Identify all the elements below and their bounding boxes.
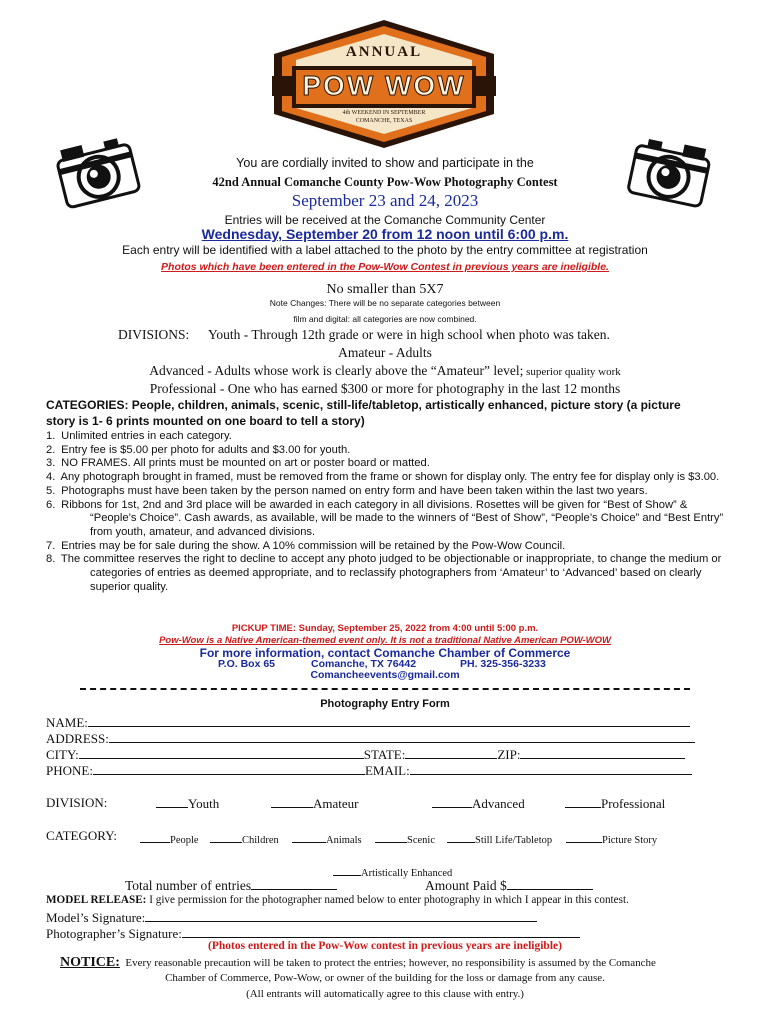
categories-line-1: CATEGORIES: People, children, animals, scenic, still-life/tabletop, artistically enhanced, picture story (a picture — [46, 398, 681, 412]
enhanced-label: Artistically Enhanced — [361, 868, 453, 879]
native-note: Pow-Wow is a Native American-themed event only. It is not a traditional Native American POW-WOW — [159, 635, 611, 646]
scenic-label: Scenic — [407, 835, 435, 846]
professional-label: Professional — [601, 796, 666, 811]
advanced-label: Advanced — [472, 796, 525, 811]
divisions-label: DIVISIONS: — [118, 327, 190, 342]
enhanced-blank[interactable] — [333, 863, 361, 876]
notice-line-3: (All entrants will automatically agree to this clause with entry.) — [246, 988, 524, 1000]
picture-story-label: Picture Story — [602, 835, 658, 846]
rule-number: 6. — [46, 498, 56, 511]
rule-number: 2. — [46, 443, 56, 456]
animals-label: Animals — [326, 835, 362, 846]
rule-item — [46, 540, 726, 554]
model-release-label: MODEL RELEASE: — [46, 894, 147, 906]
total-entries-field[interactable] — [251, 877, 337, 890]
state-label: STATE: — [363, 747, 406, 762]
rule-item — [46, 430, 726, 444]
picture-story-blank[interactable] — [566, 830, 602, 843]
division-advanced-text: Advanced - Adults whose work is clearly above the “Amateur” level; — [149, 363, 524, 378]
still-life-blank[interactable] — [447, 830, 475, 843]
cut-line — [80, 688, 690, 690]
invite-text: You are cordially invited to show and participate in the — [236, 156, 534, 170]
rule-item — [46, 457, 726, 471]
notice-text-1: Every reasonable precaution will be taken to protect the entries; however, no responsibility is assumed by the Comanche — [125, 957, 656, 969]
name-row[interactable] — [46, 714, 690, 731]
state-field[interactable] — [405, 746, 497, 759]
notice-line-2: Chamber of Commerce, Pow-Wow, or owner of the building for the loss or damage from any cause. — [165, 972, 605, 984]
rule-number: 5. — [46, 484, 56, 497]
amateur-blank[interactable] — [271, 795, 313, 808]
rule-item — [46, 499, 726, 540]
phone-row[interactable] — [46, 762, 692, 779]
rule-item — [46, 444, 726, 458]
division-advanced-tail: superior quality work — [523, 366, 621, 378]
rule-number: 3. — [46, 457, 56, 470]
rule-item — [46, 553, 726, 594]
total-entries-row[interactable] — [125, 877, 337, 894]
category-option-children[interactable] — [210, 830, 279, 846]
contest-dates: September 23 and 24, 2023 — [291, 191, 479, 210]
rule-text: NO FRAMES. All prints must be mounted on art or poster board or matted. — [61, 457, 430, 470]
rule-text: Ribbons for 1st, 2nd and 3rd place will be awarded in each category in all divisions. Rosettes will be given for “Best of Show” & “People’s Choice”. Cash awards, as available, will be made to the winners of “Best of Show”, “People’s Choice” and “Best Entry” from youth, amateur, and advanced divisions. — [61, 498, 724, 538]
still-life-label: Still Life/Tabletop — [475, 835, 553, 846]
label-note: Each entry will be identified with a label attached to the photo by the entry committee at registration — [122, 243, 648, 257]
rule-text: Entry fee is $5.00 per photo for adults and $3.00 for youth. — [61, 443, 351, 456]
amount-paid-field[interactable] — [507, 877, 593, 890]
model-signature-row[interactable] — [46, 909, 537, 926]
photographer-signature-field[interactable] — [182, 925, 580, 938]
division-advanced — [0, 363, 770, 379]
contact-email: Comancheevents@gmail.com — [310, 669, 460, 681]
address-label: ADDRESS: — [46, 731, 109, 746]
model-signature-field[interactable] — [145, 909, 537, 922]
address-row[interactable] — [46, 730, 695, 747]
powwow-logo — [258, 18, 510, 150]
name-label: NAME: — [46, 715, 88, 730]
logo-main-text: POW WOW — [302, 70, 466, 101]
rule-number: 1. — [46, 430, 56, 442]
rule-text: Entries may be for sale during the show. A 10% commission will be retained by the Pow-Wow Council. — [61, 539, 566, 552]
ineligible-note: Photos which have been entered in the Pow-Wow Contest in previous years are ineligible. — [161, 261, 609, 273]
city-label: CITY: — [46, 747, 79, 762]
division-option-amateur[interactable] — [271, 795, 358, 812]
youth-label: Youth — [188, 796, 220, 811]
contact-city: Comanche, TX 76442 — [311, 658, 417, 670]
rule-number: 7. — [46, 539, 56, 552]
logo-sub-text-2: COMANCHE, TEXAS — [355, 118, 413, 124]
amount-paid-row[interactable] — [425, 877, 593, 894]
amateur-label: Amateur — [313, 796, 359, 811]
category-option-picture-story[interactable] — [566, 830, 657, 846]
professional-blank[interactable] — [565, 795, 601, 808]
address-field[interactable] — [109, 730, 695, 743]
categories-line-2: story is 1- 6 prints mounted on one board to tell a story) — [46, 414, 365, 428]
amount-paid-label: Amount Paid $ — [425, 878, 507, 893]
division-option-youth[interactable] — [156, 795, 219, 812]
rule-text: Photographs must have been taken by the person named on entry form and have been taken within the last two years. — [61, 484, 648, 497]
people-blank[interactable] — [140, 830, 170, 843]
rule-text: Unlimited entries in each category. — [61, 430, 232, 442]
pickup-time: PICKUP TIME: Sunday, September 25, 2022 from 4:00 until 5:00 p.m. — [231, 623, 539, 634]
photographer-signature-label: Photographer’s Signature: — [46, 926, 182, 941]
contact-po-box: P.O. Box 65 — [218, 658, 276, 670]
division-amateur: Amateur - Adults — [338, 345, 432, 360]
rule-text: The committee reserves the right to decline to accept any photo judged to be objectionable or inappropriate, to change the medium or categories of entries as deemed appropriate, and to reclassify photographers from ‘Amateur’ to ‘Advanced’ based on clearly superior quality. — [60, 553, 722, 593]
form-ineligible-note: (Photos entered in the Pow-Wow contest in previous years are ineligible) — [208, 940, 562, 952]
division-label: DIVISION: — [46, 795, 108, 810]
email-field[interactable] — [410, 762, 692, 775]
note-changes-2: film and digital: all categories are now combined. — [293, 314, 477, 324]
entry-form-title: Photography Entry Form — [320, 698, 450, 710]
advanced-blank[interactable] — [432, 795, 472, 808]
division-professional: Professional - One who has earned $300 or more for photography in the last 12 months — [149, 381, 621, 396]
contact-title: For more information, contact Comanche Chamber of Commerce — [199, 646, 571, 660]
division-youth: Youth - Through 12th grade or were in high school when photo was taken. — [208, 327, 610, 342]
people-label: People — [170, 835, 199, 846]
children-blank[interactable] — [210, 830, 242, 843]
receive-time: Wednesday, September 20 from 12 noon until 6:00 p.m. — [201, 226, 569, 242]
model-release-text: I give permission for the photographer named below to enter photography in which I appear in this contest. — [146, 894, 629, 906]
division-option-advanced[interactable] — [432, 795, 525, 812]
scenic-blank[interactable] — [375, 830, 407, 843]
contest-title: 42nd Annual Comanche County Pow-Wow Photography Contest — [212, 175, 558, 189]
total-entries-label: Total number of entries — [125, 878, 252, 893]
min-size: No smaller than 5X7 — [326, 282, 444, 297]
division-option-professional[interactable] — [565, 795, 665, 812]
city-row[interactable] — [46, 746, 685, 763]
zip-field[interactable] — [520, 746, 685, 759]
category-option-scenic[interactable] — [375, 830, 435, 846]
youth-blank[interactable] — [156, 795, 188, 808]
entries-received: Entries will be received at the Comanche Community Center — [224, 213, 546, 227]
rule-number: 8. — [46, 553, 56, 566]
category-label: CATEGORY: — [46, 828, 118, 843]
city-field[interactable] — [79, 746, 364, 759]
rule-item — [46, 485, 726, 499]
rules-list — [46, 430, 726, 594]
rule-item — [46, 471, 726, 485]
category-option-animals[interactable] — [292, 830, 362, 846]
logo-top-text: ANNUAL — [345, 44, 423, 60]
contact-phone: PH. 325-356-3233 — [460, 658, 546, 670]
phone-label: PHONE: — [46, 763, 93, 778]
rule-text: Any photograph brought in framed, must be removed from the frame or shown for display only. The entry fee for display only is $3.00. — [60, 471, 720, 484]
rule-number: 4. — [46, 471, 56, 484]
logo-sub-text-1: 4th WEEKEND IN SEPTEMBER — [342, 110, 426, 116]
note-changes-1: Note Changes: There will be no separate categories between — [269, 298, 501, 308]
zip-label: ZIP: — [497, 747, 521, 762]
model-signature-label: Model’s Signature: — [46, 910, 146, 925]
animals-blank[interactable] — [292, 830, 326, 843]
category-option-people[interactable] — [140, 830, 199, 846]
notice-label: NOTICE: — [60, 955, 120, 970]
phone-field[interactable] — [93, 762, 365, 775]
email-label: EMAIL: — [364, 763, 410, 778]
model-release — [46, 894, 629, 906]
children-label: Children — [242, 835, 279, 846]
name-field[interactable] — [88, 714, 690, 727]
category-option-still-life[interactable] — [447, 830, 552, 846]
notice-line-1 — [60, 955, 656, 971]
